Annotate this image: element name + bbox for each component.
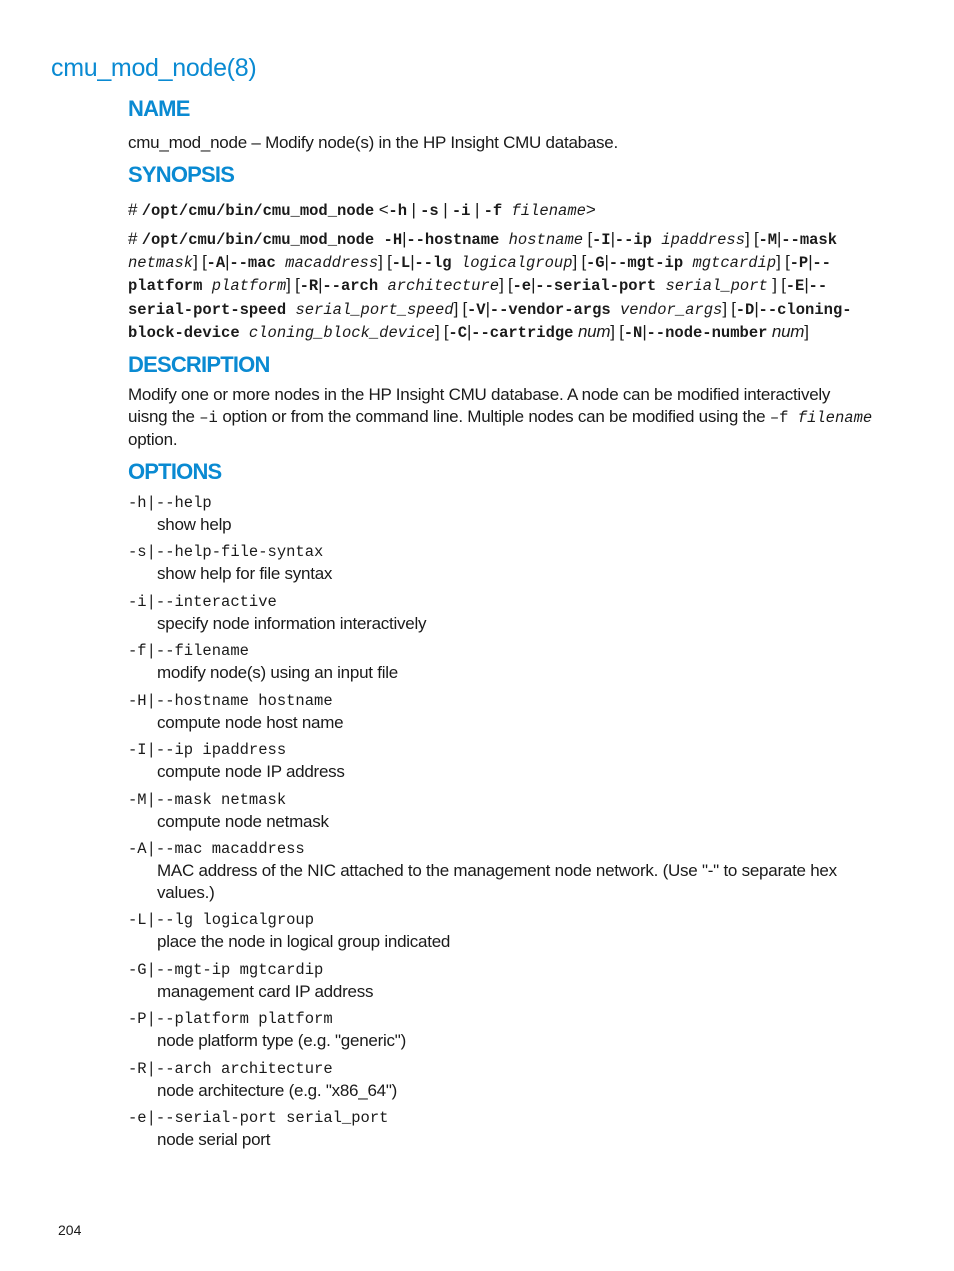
option-term: -H|--hostname hostname — [128, 691, 333, 710]
option-description: place the node in logical group indicated — [157, 932, 451, 952]
text-run: | — [808, 252, 813, 272]
option-term: -I|--ip ipaddress — [128, 741, 287, 760]
text-run: -e — [512, 277, 532, 296]
text-run: | — [410, 252, 415, 272]
option-item — [128, 542, 873, 585]
text-run: | — [531, 275, 536, 295]
text-run: Modify one or more nodes in the HP Insight CMU database. A node can be modified interactively uisng the — [128, 385, 831, 426]
text-run: --mac — [229, 254, 276, 273]
text-run: ] [ — [453, 298, 467, 318]
option-term: -i|--interactive — [128, 592, 277, 611]
text-run: ipaddress — [652, 231, 746, 249]
text-run: mgtcardip — [683, 254, 777, 273]
option-item — [128, 641, 873, 684]
text-run: --lg — [414, 254, 452, 273]
text-run: hostname — [499, 231, 584, 249]
option-term: -h|--help — [128, 493, 212, 512]
option-description: specify node information interactively — [157, 613, 427, 633]
text-run: /opt/cmu/bin/cmu_mod_node -H — [141, 231, 403, 249]
text-run: ] [ — [610, 321, 624, 341]
option-item — [128, 592, 873, 635]
option-description: management card IP address — [157, 981, 374, 1001]
text-run: -h — [388, 201, 407, 220]
text-run: netmask — [128, 254, 194, 273]
option-item — [128, 790, 873, 833]
text-run: ] [ — [378, 252, 392, 272]
option-description: MAC address of the NIC attached to the management node network. (Use "-" to separate hex values.) — [157, 861, 837, 902]
option-item — [128, 740, 873, 783]
option-term: -s|--help-file-syntax — [128, 543, 324, 562]
text-run: --mgt-ip — [608, 254, 684, 273]
text-run: -V — [467, 300, 486, 319]
manpage-content — [128, 94, 873, 1158]
text-run: | — [485, 298, 490, 318]
page-number: 204 — [58, 1222, 82, 1238]
synopsis-heading: SYNOPSIS — [128, 161, 235, 187]
option-description: compute node IP address — [157, 762, 345, 782]
text-run: architecture — [378, 277, 500, 296]
text-run: --hostname — [406, 231, 500, 249]
option-description: node platform type (e.g. "generic") — [157, 1031, 407, 1051]
name-heading: NAME — [128, 96, 190, 121]
text-run: -D — [735, 300, 755, 319]
description-text — [128, 384, 873, 451]
text-run: | — [438, 199, 452, 219]
text-run: num — [767, 321, 805, 341]
text-run: --serial-port-speed — [128, 277, 828, 319]
text-run: -I — [592, 231, 611, 249]
option-term: -R|--arch architecture — [128, 1059, 333, 1078]
text-run: --cartridge — [471, 323, 574, 342]
text-run: | — [318, 275, 323, 295]
option-item — [128, 493, 873, 536]
text-run: [ — [583, 229, 592, 248]
text-run: -i — [451, 201, 471, 220]
options-heading: OPTIONS — [128, 458, 222, 484]
text-run: ] [ — [767, 275, 786, 295]
text-run: vendor_args — [610, 300, 723, 319]
text-run: | — [604, 252, 609, 272]
synopsis-line-1 — [128, 199, 873, 223]
option-term: -e|--serial-port serial_port — [128, 1109, 389, 1128]
text-run: --platform — [128, 254, 831, 296]
text-run: | — [470, 199, 484, 219]
text-run: ] [ — [722, 298, 736, 318]
text-run: -G — [585, 254, 605, 273]
option-term: -G|--mgt-ip mgtcardip — [128, 960, 324, 979]
option-term: -P|--platform platform — [128, 1010, 333, 1029]
text-run: | — [754, 298, 759, 318]
option-item — [128, 691, 873, 734]
text-run: --ip — [614, 231, 652, 249]
synopsis-line-2 — [128, 228, 873, 344]
text-run: ] [ — [434, 321, 449, 341]
text-run: | — [407, 199, 421, 219]
text-run: | — [804, 275, 809, 295]
option-item — [128, 839, 873, 903]
option-description: node architecture (e.g. "x86_64") — [157, 1080, 398, 1100]
text-run: -N — [623, 323, 643, 342]
text-run: -R — [299, 277, 319, 296]
text-run: ] [ — [499, 275, 513, 295]
option-description: compute node netmask — [157, 811, 329, 831]
text-run: -P — [789, 254, 809, 273]
page-title: cmu_mod_node(8) — [51, 54, 257, 82]
text-run: ] [ — [745, 229, 759, 248]
text-run: macaddress — [275, 254, 379, 273]
text-run: –f — [769, 408, 798, 427]
text-run: -L — [391, 254, 411, 273]
text-run: -C — [448, 323, 467, 342]
option-term: -f|--filename — [128, 642, 249, 661]
text-run: -f — [483, 201, 503, 220]
text-run: --vendor-args — [489, 300, 611, 319]
text-run: # — [128, 229, 142, 248]
text-run: | — [777, 229, 782, 248]
text-run: -s — [420, 201, 439, 220]
text-run: filename — [502, 201, 586, 220]
options-list — [128, 493, 873, 1151]
text-run: /opt/cmu/bin/cmu_mod_node — [141, 201, 375, 220]
text-run: --cloning-block-device — [128, 300, 852, 342]
text-run: ] [ — [193, 252, 207, 272]
option-item — [128, 960, 873, 1003]
option-item — [128, 1059, 873, 1102]
option-description: compute node host name — [157, 712, 344, 732]
name-text: cmu_mod_node – Modify node(s) in the HP Insight CMU database. — [128, 133, 618, 152]
text-run: --serial-port — [535, 277, 657, 296]
option-description: show help for file syntax — [157, 564, 333, 584]
option-item — [128, 910, 873, 953]
text-run: serial_port — [656, 277, 768, 296]
text-run: | — [610, 229, 615, 248]
text-run: filename — [797, 408, 873, 427]
text-run: | — [467, 321, 472, 341]
text-run: –i — [199, 408, 218, 427]
text-run: option or from the command line. Multiple nodes can be modified using the — [217, 406, 770, 426]
text-run: ] [ — [776, 252, 790, 272]
text-run: > — [585, 199, 596, 219]
text-run: < — [374, 199, 389, 219]
text-run: # — [128, 199, 142, 219]
option-description: show help — [157, 514, 232, 534]
text-run: --arch — [322, 277, 379, 296]
text-run: --node-number — [646, 323, 768, 342]
text-run: ] [ — [286, 275, 300, 295]
text-run: logicalgroup — [451, 254, 573, 273]
text-run: | — [642, 321, 647, 341]
option-term: -L|--lg logicalgroup — [128, 911, 315, 930]
option-item — [128, 1009, 873, 1052]
text-run: | — [402, 229, 407, 248]
text-run: | — [225, 252, 230, 272]
text-run: -M — [758, 231, 778, 249]
option-term: -A|--mac macaddress — [128, 840, 305, 859]
text-run: serial_port_speed — [286, 300, 454, 319]
option-item — [128, 1108, 873, 1151]
description-heading: DESCRIPTION — [128, 352, 270, 378]
text-run: -E — [785, 277, 805, 296]
option-description: modify node(s) using an input file — [157, 663, 398, 683]
text-run: cloning_block_device — [239, 323, 435, 342]
text-run: --mask — [781, 231, 838, 249]
text-run: num — [573, 321, 611, 341]
option-term: -M|--mask netmask — [128, 790, 287, 809]
option-description: node serial port — [157, 1130, 271, 1150]
text-run: platform — [202, 277, 287, 296]
text-run: option. — [128, 430, 178, 450]
text-run: ] — [804, 321, 809, 341]
text-run: ] [ — [572, 252, 586, 272]
text-run: -A — [206, 254, 226, 273]
